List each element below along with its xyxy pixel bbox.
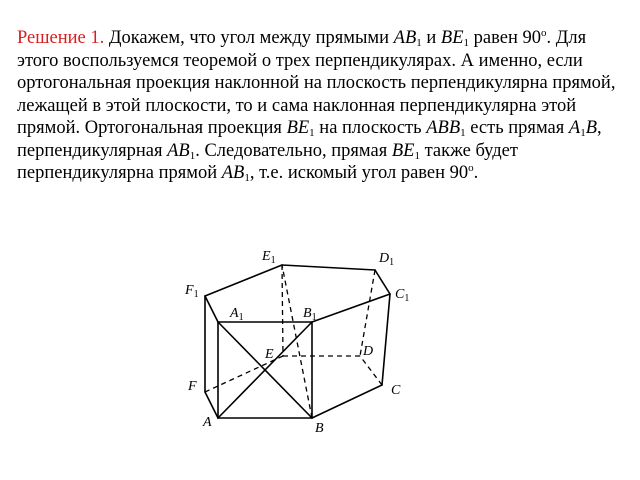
degree-sign: o <box>468 162 474 174</box>
vertex-label-f1: $F_1$ <box>185 283 199 300</box>
vertex-label-f: F <box>188 379 197 394</box>
vertex-label-b: B <box>315 421 324 436</box>
degree-value: 90 <box>522 28 541 48</box>
text-run: . <box>473 163 479 183</box>
math-subscript: 1 <box>580 127 586 139</box>
text-run: также будет перпендикулярна прямой <box>17 140 518 183</box>
text-run: есть прямая <box>465 118 569 138</box>
vertex-label-e1: $E_1$ <box>262 249 276 266</box>
text-run: , т.е. искомый угол равен <box>249 163 450 183</box>
vertex-label-d: D <box>363 344 374 359</box>
edge-bc <box>312 385 382 418</box>
edge-b1c1 <box>312 294 390 322</box>
text-run: . Для этого воспользуемся теоремой о трех перпендикулярах. А именно, если ортогональная проекция наклонной на плоскость перпендикулярна прямой, лежащей в этой плоскости, то и сама наклонная перпендикулярна этой прямой. Ортогональная проекция <box>17 28 616 138</box>
math-be: BE <box>286 118 310 138</box>
math-subscript: 1 <box>309 127 315 139</box>
text-run: равен <box>469 28 523 48</box>
solution-heading: Решение 1. <box>17 28 105 48</box>
math-a: A <box>568 118 581 138</box>
math-subscript: 1 <box>189 149 196 162</box>
degree-sign: o <box>540 27 547 39</box>
math-subscript: 1 <box>460 127 466 139</box>
math-subscript: 1 <box>416 37 422 49</box>
text-run: Докажем, что угол между прямыми <box>104 28 394 48</box>
segment-be1-hidden <box>282 265 312 418</box>
math-ab: AB <box>393 28 417 48</box>
math-b: B <box>585 118 597 138</box>
vertex-label-c1: $C_1$ <box>395 287 410 304</box>
edge-c1d1 <box>375 270 390 294</box>
vertex-label-a1: $A_1$ <box>230 306 244 323</box>
math-subscript: 1 <box>463 37 470 49</box>
vertex-label-b1: $B_1$ <box>303 306 317 323</box>
math-subscript: 1 <box>244 172 250 184</box>
vertex-label-a: A <box>203 415 212 430</box>
math-plane-abb: ABB <box>426 118 461 138</box>
math-subscript: 1 <box>414 149 420 162</box>
math-ab: AB <box>167 140 190 161</box>
math-be: BE <box>440 28 464 48</box>
edge-cc1 <box>382 294 390 385</box>
vertex-label-e: E <box>265 347 274 362</box>
text-run: . Следовательно, прямая <box>195 140 392 161</box>
degree-value: 90 <box>449 163 469 183</box>
edge-e1f1 <box>205 265 282 296</box>
edge-cd-hidden <box>360 356 382 385</box>
text-run: и <box>421 28 441 48</box>
math-be: BE <box>391 140 415 161</box>
edge-f1a1 <box>205 296 218 322</box>
vertex-label-c: C <box>391 383 401 398</box>
edge-ee1-hidden <box>282 265 283 356</box>
edge-d1e1 <box>282 265 375 270</box>
vertex-label-d1: $D_1$ <box>379 251 395 268</box>
text-run: , перпендикулярная <box>17 118 602 161</box>
math-ab: AB <box>221 163 245 183</box>
text-run: на плоскость <box>314 118 427 138</box>
